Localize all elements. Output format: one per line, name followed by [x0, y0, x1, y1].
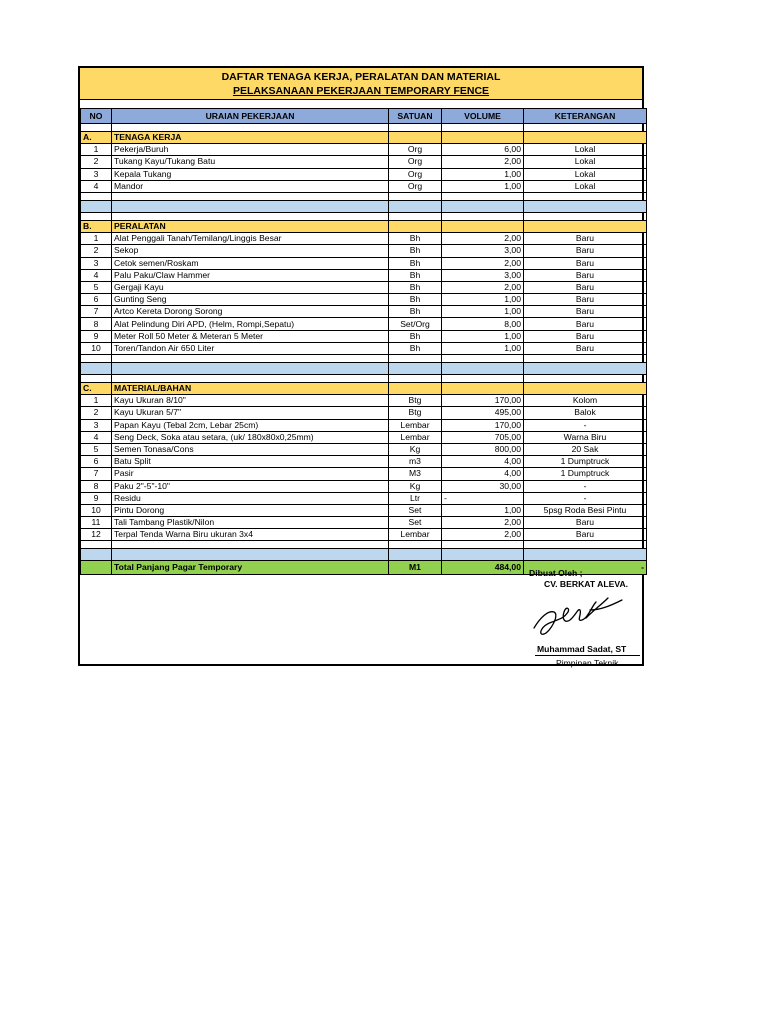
row-volume: 2,00 [442, 517, 524, 529]
row-unit: Bh [389, 294, 442, 306]
row-number: 4 [81, 431, 112, 443]
total-label: Total Panjang Pagar Temporary [112, 561, 389, 575]
row-description: Mandor [112, 180, 389, 192]
row-description: Tukang Kayu/Tukang Batu [112, 156, 389, 168]
made-by-label: Dibuat Oleh ; [529, 568, 583, 578]
empty-cell [524, 192, 647, 200]
row-notes: - [524, 419, 647, 431]
section-header-row [81, 132, 647, 144]
row-description: Papan Kayu (Tebal 2cm, Lebar 25cm) [112, 419, 389, 431]
row-unit: Btg [389, 395, 442, 407]
row-volume: 8,00 [442, 318, 524, 330]
table-row [81, 144, 647, 156]
row-unit: Bh [389, 245, 442, 257]
row-notes: Kolom [524, 395, 647, 407]
row-notes: Balok [524, 407, 647, 419]
row-number: 10 [81, 504, 112, 516]
table-row [81, 180, 647, 192]
row-number: 2 [81, 407, 112, 419]
row-volume: 2,00 [442, 281, 524, 293]
section-name: MATERIAL/BAHAN [112, 383, 389, 395]
empty-cell [442, 220, 524, 232]
row-volume: 705,00 [442, 431, 524, 443]
header-no: NO [81, 109, 112, 124]
empty-cell [442, 200, 524, 212]
blank-row [81, 541, 647, 549]
section-code: A. [81, 132, 112, 144]
section-name: PERALATAN [112, 220, 389, 232]
row-notes: Lokal [524, 144, 647, 156]
signer-name: Muhammad Sadat, ST [537, 644, 627, 654]
row-description: Pintu Dorong [112, 504, 389, 516]
table-row [81, 281, 647, 293]
row-volume: 1,00 [442, 504, 524, 516]
row-volume: 3,00 [442, 245, 524, 257]
blue-separator-row [81, 363, 647, 375]
header-volume: VOLUME [442, 109, 524, 124]
table-row [81, 492, 647, 504]
empty-cell [524, 200, 647, 212]
table-row [81, 431, 647, 443]
row-notes: 1 Dumptruck [524, 456, 647, 468]
table-row [81, 233, 647, 245]
row-volume: - [442, 492, 524, 504]
row-volume: 1,00 [442, 294, 524, 306]
row-description: Kepala Tukang [112, 168, 389, 180]
signature-block [80, 558, 642, 668]
row-description: Paku 2"-5"-10" [112, 480, 389, 492]
empty-cell [524, 220, 647, 232]
table-row [81, 294, 647, 306]
row-unit: Bh [389, 257, 442, 269]
empty-cell [524, 363, 647, 375]
row-number: 5 [81, 443, 112, 455]
row-unit: Bh [389, 330, 442, 342]
table-row [81, 443, 647, 455]
row-description: Pekerja/Buruh [112, 144, 389, 156]
row-unit: Org [389, 156, 442, 168]
row-volume: 800,00 [442, 443, 524, 455]
row-number: 9 [81, 330, 112, 342]
row-number: 11 [81, 517, 112, 529]
row-volume: 6,00 [442, 144, 524, 156]
row-description: Pasir [112, 468, 389, 480]
row-description: Semen Tonasa/Cons [112, 443, 389, 455]
empty-cell [112, 212, 389, 220]
row-number: 3 [81, 257, 112, 269]
row-number: 6 [81, 456, 112, 468]
row-volume: 3,00 [442, 269, 524, 281]
row-notes: Warna Biru [524, 431, 647, 443]
row-notes: Baru [524, 294, 647, 306]
empty-cell [389, 541, 442, 549]
section-name: TENAGA KERJA [112, 132, 389, 144]
empty-cell [442, 212, 524, 220]
table-row [81, 517, 647, 529]
row-description: Toren/Tandon Air 650 Liter [112, 342, 389, 354]
empty-cell [389, 363, 442, 375]
row-unit: M3 [389, 468, 442, 480]
row-description: Kayu Ukuran 8/10" [112, 395, 389, 407]
empty-cell [389, 124, 442, 132]
empty-cell [81, 212, 112, 220]
table-row [81, 257, 647, 269]
row-unit: Ltr [389, 492, 442, 504]
empty-cell [112, 363, 389, 375]
row-description: Alat Pelindung Diri APD, (Helm, Rompi,Sepatu) [112, 318, 389, 330]
empty-cell [389, 375, 442, 383]
row-description: Palu Paku/Claw Hammer [112, 269, 389, 281]
table-row [81, 245, 647, 257]
row-notes: - [524, 492, 647, 504]
table-row [81, 504, 647, 516]
section-header-row [81, 383, 647, 395]
row-unit: Org [389, 168, 442, 180]
empty-cell [524, 124, 647, 132]
empty-cell [524, 541, 647, 549]
empty-cell [389, 383, 442, 395]
row-notes: Baru [524, 517, 647, 529]
row-notes: 1 Dumptruck [524, 468, 647, 480]
empty-cell [389, 132, 442, 144]
row-notes: Lokal [524, 168, 647, 180]
empty-cell [81, 355, 112, 363]
row-unit: Set [389, 504, 442, 516]
handwritten-signature [530, 588, 630, 640]
blue-separator-row [81, 200, 647, 212]
row-number: 3 [81, 419, 112, 431]
table-header-row [81, 109, 647, 124]
row-notes: Baru [524, 529, 647, 541]
empty-cell [524, 132, 647, 144]
section-header-row [81, 220, 647, 232]
empty-cell [442, 541, 524, 549]
section-code: C. [81, 383, 112, 395]
row-notes: Baru [524, 342, 647, 354]
row-unit: Lembar [389, 431, 442, 443]
row-volume: 170,00 [442, 419, 524, 431]
title-block [80, 68, 642, 100]
empty-cell [442, 355, 524, 363]
row-notes: 20 Sak [524, 443, 647, 455]
blank-row [81, 355, 647, 363]
row-description: Gunting Seng [112, 294, 389, 306]
row-description: Batu Split [112, 456, 389, 468]
row-volume: 495,00 [442, 407, 524, 419]
row-notes: Baru [524, 318, 647, 330]
row-number: 10 [81, 342, 112, 354]
empty-cell [442, 363, 524, 375]
row-notes: Baru [524, 281, 647, 293]
row-volume: 1,00 [442, 330, 524, 342]
row-number: 7 [81, 468, 112, 480]
row-unit: Kg [389, 480, 442, 492]
blank-row [81, 124, 647, 132]
row-unit: Kg [389, 443, 442, 455]
row-number: 1 [81, 233, 112, 245]
row-unit: Org [389, 144, 442, 156]
empty-cell [112, 124, 389, 132]
row-unit: Org [389, 180, 442, 192]
material-table [80, 108, 647, 575]
row-volume: 170,00 [442, 395, 524, 407]
empty-cell [81, 124, 112, 132]
row-unit: Lembar [389, 419, 442, 431]
empty-cell [442, 132, 524, 144]
header-description: URAIAN PEKERJAAN [112, 109, 389, 124]
title-line-2: PELAKSANAAN PEKERJAAN TEMPORARY FENCE [232, 85, 490, 97]
empty-cell [389, 220, 442, 232]
row-unit: Set/Org [389, 318, 442, 330]
row-number: 4 [81, 269, 112, 281]
table-row [81, 168, 647, 180]
table-row [81, 468, 647, 480]
empty-cell [442, 192, 524, 200]
row-number: 8 [81, 318, 112, 330]
blank-row [81, 192, 647, 200]
row-description: Artco Kereta Dorong Sorong [112, 306, 389, 318]
row-number: 12 [81, 529, 112, 541]
table-row [81, 269, 647, 281]
row-number: 6 [81, 294, 112, 306]
row-number: 4 [81, 180, 112, 192]
total-volume: 484,00 [442, 561, 524, 575]
total-notes: - [524, 561, 647, 575]
row-description: Cetok semen/Roskam [112, 257, 389, 269]
empty-cell [389, 355, 442, 363]
empty-cell [112, 541, 389, 549]
empty-cell [389, 212, 442, 220]
empty-cell [442, 124, 524, 132]
header-notes: KETERANGAN [524, 109, 647, 124]
row-notes: Baru [524, 257, 647, 269]
table-row [81, 395, 647, 407]
row-volume: 2,00 [442, 529, 524, 541]
empty-cell [81, 192, 112, 200]
row-description: Gergaji Kayu [112, 281, 389, 293]
row-number: 1 [81, 144, 112, 156]
empty-cell [112, 200, 389, 212]
empty-cell [81, 375, 112, 383]
row-volume: 1,00 [442, 168, 524, 180]
row-notes: 5psg Roda Besi Pintu [524, 504, 647, 516]
header-unit: SATUAN [389, 109, 442, 124]
table-row [81, 318, 647, 330]
row-unit: Btg [389, 407, 442, 419]
blank-row [81, 375, 647, 383]
row-volume: 4,00 [442, 456, 524, 468]
empty-cell [112, 375, 389, 383]
table-row [81, 306, 647, 318]
empty-cell [442, 375, 524, 383]
row-description: Alat Penggali Tanah/Temilang/Linggis Besar [112, 233, 389, 245]
table-row [81, 342, 647, 354]
row-volume: 4,00 [442, 468, 524, 480]
row-notes: Baru [524, 269, 647, 281]
row-description: Tali Tambang Plastik/Nilon [112, 517, 389, 529]
table-row [81, 156, 647, 168]
row-description: Meter Roll 50 Meter & Meteran 5 Meter [112, 330, 389, 342]
row-number: 2 [81, 245, 112, 257]
row-description: Kayu Ukuran 5/7" [112, 407, 389, 419]
row-number: 3 [81, 168, 112, 180]
spreadsheet-sheet [78, 66, 644, 666]
row-unit: Lembar [389, 529, 442, 541]
row-notes: Lokal [524, 156, 647, 168]
table-row [81, 480, 647, 492]
row-number: 2 [81, 156, 112, 168]
row-description: Residu [112, 492, 389, 504]
empty-cell [112, 192, 389, 200]
table-row [81, 456, 647, 468]
total-unit: M1 [389, 561, 442, 575]
row-number: 1 [81, 395, 112, 407]
blank-row [81, 212, 647, 220]
empty-cell [524, 212, 647, 220]
row-description: Seng Deck, Soka atau setara, (uk/ 180x80x0,25mm) [112, 431, 389, 443]
table-row [81, 407, 647, 419]
row-number: 7 [81, 306, 112, 318]
row-unit: m3 [389, 456, 442, 468]
section-code: B. [81, 220, 112, 232]
signature-line [535, 655, 640, 656]
row-number: 8 [81, 480, 112, 492]
empty-cell [112, 355, 389, 363]
row-notes: Lokal [524, 180, 647, 192]
spacer [80, 100, 642, 108]
row-unit: Bh [389, 306, 442, 318]
empty-cell [524, 383, 647, 395]
row-volume: 2,00 [442, 156, 524, 168]
row-notes: Baru [524, 233, 647, 245]
title-line-1: DAFTAR TENAGA KERJA, PERALATAN DAN MATERIAL [221, 71, 501, 83]
table-row [81, 330, 647, 342]
row-volume: 1,00 [442, 342, 524, 354]
row-unit: Bh [389, 269, 442, 281]
row-description: Sekop [112, 245, 389, 257]
empty-cell [524, 355, 647, 363]
row-notes: - [524, 480, 647, 492]
empty-cell [389, 192, 442, 200]
table-row [81, 419, 647, 431]
row-unit: Set [389, 517, 442, 529]
empty-cell [81, 541, 112, 549]
row-notes: Baru [524, 245, 647, 257]
company-name: CV. BERKAT ALEVA. [544, 579, 629, 589]
row-number: 9 [81, 492, 112, 504]
row-description: Terpal Tenda Warna Biru ukuran 3x4 [112, 529, 389, 541]
row-number: 5 [81, 281, 112, 293]
row-volume: 1,00 [442, 306, 524, 318]
row-volume: 30,00 [442, 480, 524, 492]
empty-cell [81, 363, 112, 375]
empty-cell [442, 383, 524, 395]
row-notes: Baru [524, 330, 647, 342]
row-volume: 1,00 [442, 180, 524, 192]
signer-position: Pimpinan Teknik [556, 658, 619, 668]
row-notes: Baru [524, 306, 647, 318]
row-unit: Bh [389, 233, 442, 245]
row-volume: 2,00 [442, 257, 524, 269]
table-row [81, 529, 647, 541]
row-volume: 2,00 [442, 233, 524, 245]
empty-cell [81, 200, 112, 212]
empty-cell [389, 200, 442, 212]
empty-cell [524, 375, 647, 383]
row-unit: Bh [389, 281, 442, 293]
row-unit: Bh [389, 342, 442, 354]
